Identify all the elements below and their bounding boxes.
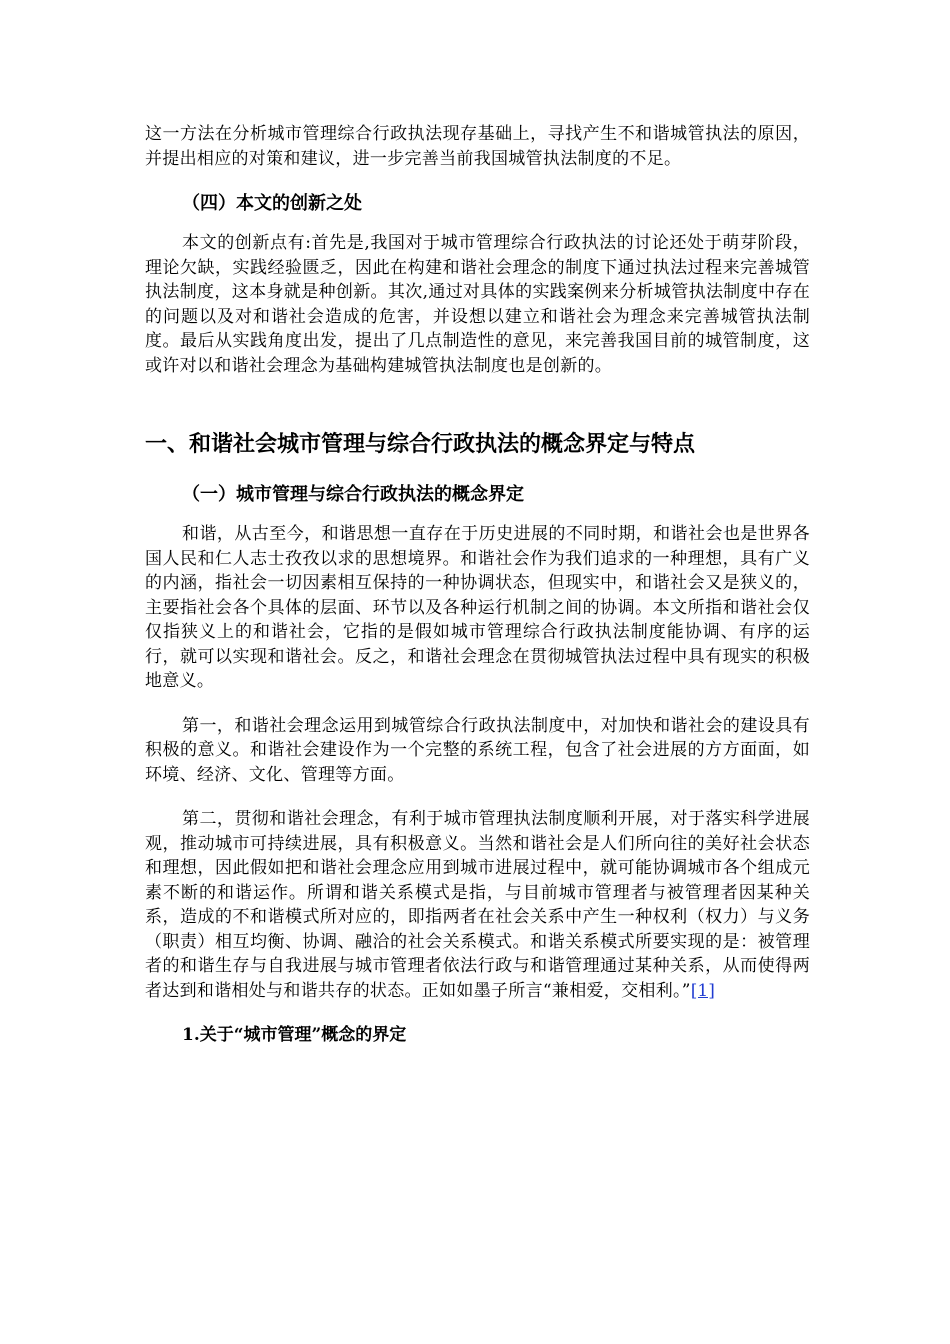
first-point-paragraph: 第一，和谐社会理念运用到城管综合行政执法制度中，对加快和谐社会的建设具有积极的意义。和谐社会建设作为一个完整的系统工程，包含了社会进展的方方面面，如环境、经济、文化、管理等方面。 bbox=[145, 715, 810, 785]
harmony-paragraph: 和谐，从古至今，和谐思想一直存在于历史进展的不同时期，和谐社会也是世界各国人民和仁人志士孜孜以求的思想境界。和谐社会作为我们追求的一种理想，具有广义的内涵，指社会一切因素相互保持的一种协调状态，但现实中，和谐社会又是狭义的，主要指社会各个具体的层面、环节以及各种运行机制之间的协调。本文所指和谐社会仅仅指狭义上的和谐社会，它指的是假如城市管理综合行政执法制度能协调、有序的运行，就可以实现和谐社会。反之，和谐社会理念在贯彻城管执法过程中具有现实的积极地意义。 bbox=[145, 524, 810, 691]
chapter-heading-1: 一、和谐社会城市管理与综合行政执法的概念界定与特点 bbox=[145, 432, 696, 457]
document-page bbox=[145, 122, 810, 1047]
section-heading-innovation: （四）本文的创新之处 bbox=[182, 193, 362, 214]
innovation-paragraph: 本文的创新点有:首先是,我国对于城市管理综合行政执法的讨论还处于萌芽阶段，理论欠缺，实践经验匮乏，因此在构建和谐社会理念的制度下通过执法过程来完善城管执法制度，这本身就是种创新。其次,通过对具体的实践案例来分析城管执法制度中存在的问题以及对和谐社会造成的危害，并设想以建立和谐社会为理念来完善城管执法制度。最后从实践角度出发，提出了几点制造性的意见，来完善我国目前的城管制度，这或许对以和谐社会理念为基础构建城管执法制度也是创新的。 bbox=[145, 233, 810, 376]
footnote-link-1[interactable]: [1] bbox=[690, 980, 715, 1001]
subsection-heading-city-management: 1.关于“城市管理”概念的界定 bbox=[182, 1025, 407, 1045]
intro-paragraph: 这一方法在分析城市管理综合行政执法现存基础上，寻找产生不和谐城管执法的原因，并提出相应的对策和建议，进一步完善当前我国城管执法制度的不足。 bbox=[145, 124, 810, 169]
section-heading-concept: （一）城市管理与综合行政执法的概念界定 bbox=[182, 484, 524, 505]
second-point-paragraph bbox=[145, 807, 810, 1003]
second-point-text: 第二，贯彻和谐社会理念，有利于城市管理执法制度顺利开展，对于落实科学进展观，推动城市可持续进展，具有积极意义。当然和谐社会是人们所向往的美好社会状态和理想，因此假如把和谐社会理念应用到城市进展过程中，就可能协调城市各个组成元素不断的和谐运作。所谓和谐关系模式是指，与目前城市管理者与被管理者因某种关系，造成的不和谐模式所对应的，即指两者在社会关系中产生一种权利（权力）与义务（职责）相互均衡、协调、融洽的社会关系模式。和谐关系模式所要实现的是：被管理者的和谐生存与自我进展与城市管理者依法行政与和谐管理通过某种关系，从而使得两者达到和谐相处与和谐共存的状态。正如如墨子所言“兼相爱，交相利。” bbox=[145, 809, 810, 1001]
